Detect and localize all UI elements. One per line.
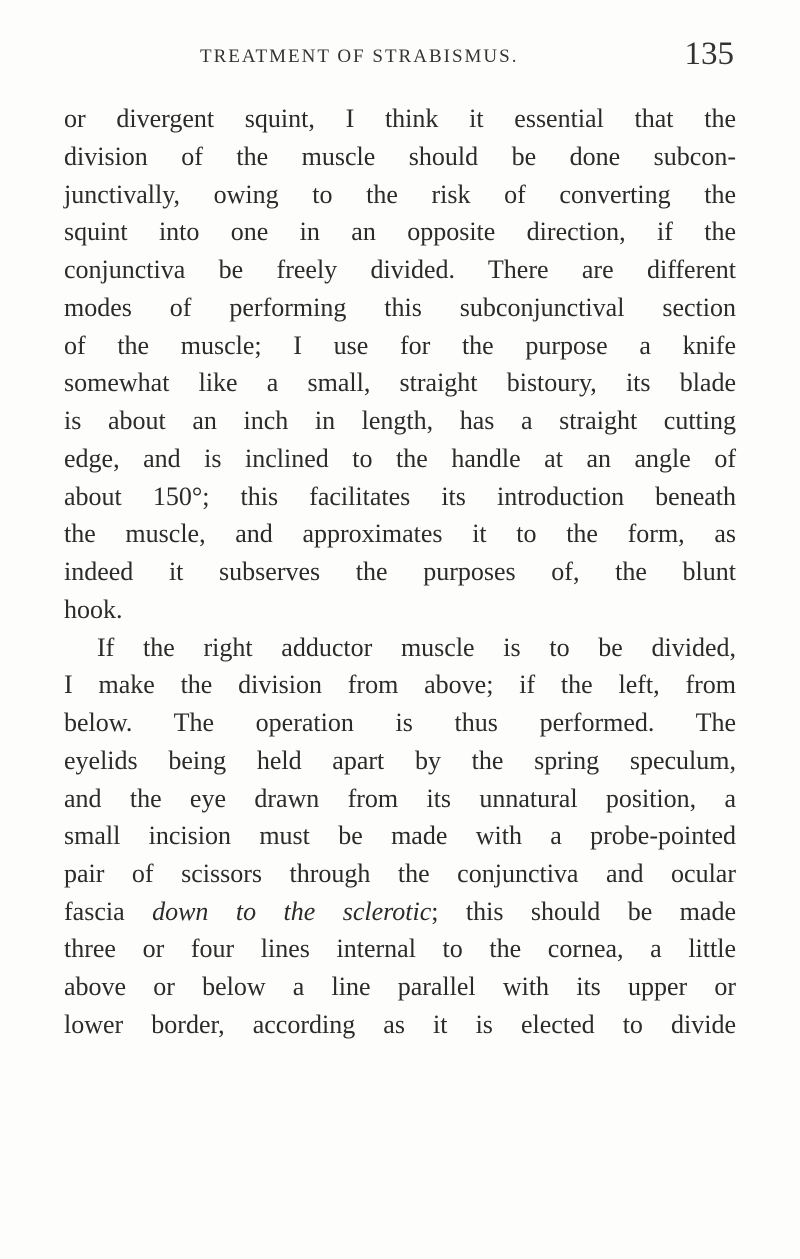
text-line: I make the division from above; if the left, from [64, 670, 736, 699]
text-line: indeed it subserves the purposes of, the blunt [64, 557, 736, 586]
text-line-with-italic [64, 895, 736, 929]
text-line: below. The operation is thus performed. The [64, 708, 736, 737]
line-text: fascia [64, 897, 153, 926]
italic-phrase: down to the sclerotic [152, 897, 432, 926]
running-head: TREATMENT OF STRABISMUS. [200, 46, 519, 67]
text-line: small incision must be made with a probe-pointed [64, 821, 736, 850]
text-line: about 150°; this facilitates its introduction beneath [64, 482, 736, 511]
page-number: 135 [684, 36, 734, 72]
text-line: somewhat like a small, straight bistoury, its blade [64, 368, 736, 397]
page-header [200, 36, 734, 78]
line-text: ; this should be made [431, 897, 736, 926]
text-line: lower border, according as it is elected to divide [64, 1010, 736, 1039]
text-line: the muscle, and approximates it to the form, as [64, 519, 736, 548]
text-line: conjunctiva be freely divided. There are different [64, 255, 736, 284]
text-line: eyelids being held apart by the spring speculum, [64, 746, 736, 775]
text-line: is about an inch in length, has a straight cutting [64, 406, 736, 435]
text-line: division of the muscle should be done subcon- [64, 142, 736, 171]
text-line: modes of performing this subconjunctival section [64, 293, 736, 322]
text-line: If the right adductor muscle is to be divided, [97, 633, 736, 662]
text-line: pair of scissors through the conjunctiva and ocular [64, 859, 736, 888]
text-line: hook. [64, 595, 123, 624]
text-line: squint into one in an opposite direction, if the [64, 217, 736, 246]
text-line: of the muscle; I use for the purpose a knife [64, 331, 736, 360]
text-line: junctivally, owing to the risk of converting the [64, 180, 736, 209]
text-line: three or four lines internal to the cornea, a little [64, 934, 736, 963]
text-line: edge, and is inclined to the handle at an angle of [64, 444, 736, 473]
text-line: and the eye drawn from its unnatural position, a [64, 784, 736, 813]
text-line: or divergent squint, I think it essential that the [64, 104, 736, 133]
text-line: above or below a line parallel with its upper or [64, 972, 736, 1001]
